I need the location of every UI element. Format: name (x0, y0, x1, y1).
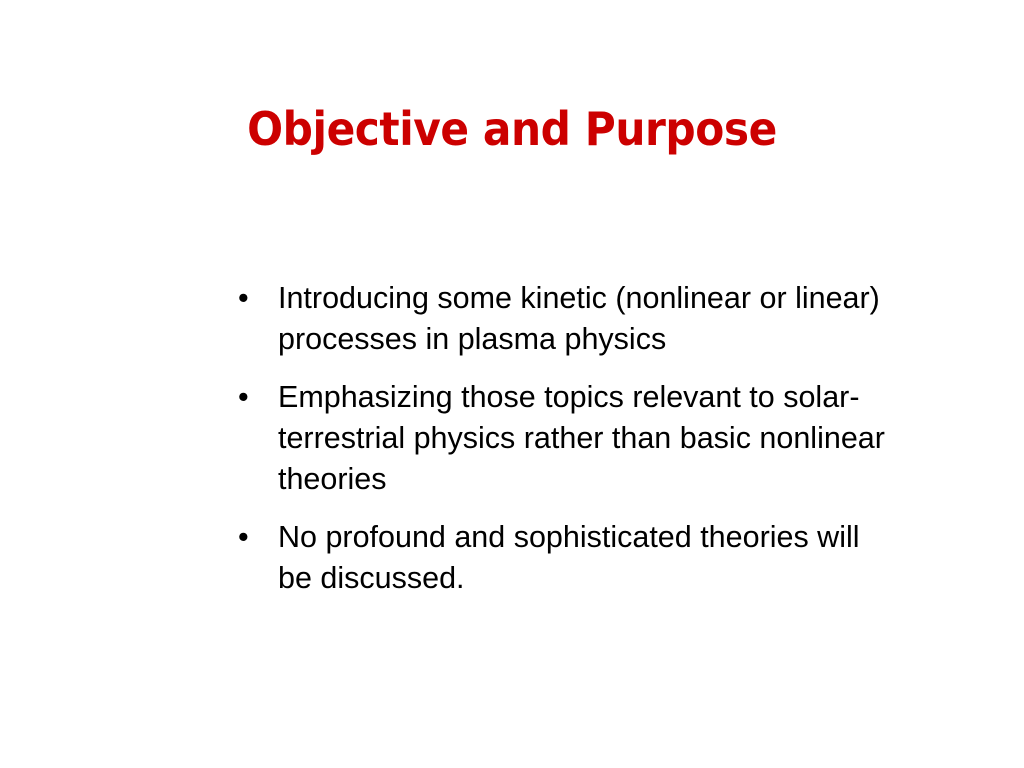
list-item (232, 278, 918, 360)
list-item-text: Emphasizing those topics relevant to solar-terrestrial physics rather than basic nonlinear theories (278, 380, 885, 497)
page-title: Objective and Purpose (247, 102, 777, 156)
list-item-text: Introducing some kinetic (nonlinear or linear) processes in plasma physics (278, 281, 880, 357)
list-item (232, 517, 878, 599)
bullet-marker-icon: • (238, 380, 249, 415)
bullet-list (232, 278, 932, 599)
bullet-marker-icon: • (238, 281, 249, 315)
list-item-text: No profound and sophisticated theories will be discussed. (278, 520, 860, 596)
list-item (232, 377, 932, 500)
bullet-marker-icon: • (238, 520, 249, 555)
